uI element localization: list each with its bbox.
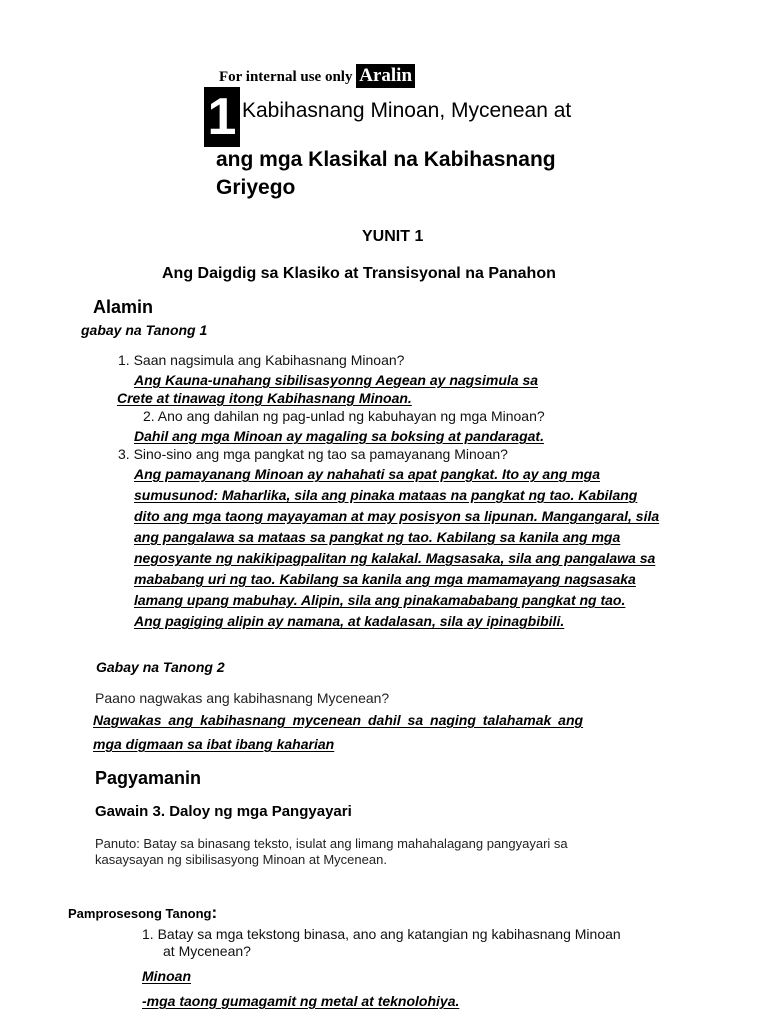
question-3: 3. Sino-sino ang mga pangkat ng tao sa pamayanang Minoan? [118, 446, 508, 462]
pamprosesong-heading-text: Pamprosesong Tanong [68, 906, 212, 921]
lesson-title-line3: Griyego [216, 176, 296, 199]
question-1: 1. Saan nagsimula ang Kabihasnang Minoan? [118, 352, 405, 368]
lesson-number: 1 [204, 87, 240, 147]
answer-minoan-label: Minoan [142, 968, 191, 984]
internal-use-label [219, 64, 415, 88]
answer-1-line1: Ang Kauna-unahang sibilisasyonng Aegean ay nagsimula sa [134, 372, 539, 388]
aralin-badge: Aralin [356, 64, 415, 88]
answer-minoan-line1: -mga taong gumagamit ng metal at teknolohiya. [142, 993, 460, 1009]
answer-mycenean-line1: Nagwakas ang kabihasnang mycenean dahil sa naging talahamak ang [93, 712, 584, 728]
pagyamanin-heading: Pagyamanin [95, 768, 202, 788]
processing-question-1-line2: at Mycenean? [163, 943, 251, 959]
question-mycenean: Paano nagwakas ang kabihasnang Mycenean? [95, 690, 390, 706]
alamin-heading: Alamin [93, 297, 154, 317]
unit-subtitle: Ang Daigdig sa Klasiko at Transisyonal na Panahon [162, 265, 556, 282]
activity-title: Gawain 3. Daloy ng mga Pangyayari [95, 803, 352, 820]
lesson-title-line2: ang mga Klasikal na Kabihasnang [216, 148, 556, 171]
instructions-line1: Panuto: Batay sa binasang teksto, isulat ang limang mahahalagang pangyayari sa [95, 836, 568, 851]
answer-3-line: Ang pamayanang Minoan ay nahahati sa apat pangkat. Ito ay ang mga [134, 466, 600, 482]
answer-3-line: lamang upang mabuhay. Alipin, sila ang pinakamababang pangkat ng tao. [134, 592, 626, 608]
answer-3-line: negosyante ng nakikipagpalitan ng kalakal. Magsasaka, sila ang pangalawa sa [134, 550, 656, 566]
instructions-line2: kasaysayan ng sibilisasyong Minoan at Mycenean. [95, 852, 387, 867]
answer-3-line: dito ang mga taong mayayaman at may posisyon sa lipunan. Mangangaral, sila [134, 508, 660, 524]
internal-use-text: For internal use only [219, 69, 353, 85]
answer-mycenean-line2: mga digmaan sa ibat ibang kaharian [93, 736, 335, 752]
question-2: 2. Ano ang dahilan ng pag-unlad ng kabuhayan ng mga Minoan? [143, 408, 545, 424]
processing-question-1-line1: 1. Batay sa mga tekstong binasa, ano ang katangian ng kabihasnang Minoan [142, 926, 621, 942]
pamprosesong-heading [68, 903, 217, 923]
guide-question-label-1: gabay na Tanong 1 [81, 322, 208, 338]
pamprosesong-colon: : [211, 903, 218, 922]
answer-1-line2: Crete at tinawag itong Kabihasnang Minoan. [117, 390, 412, 406]
answer-3-line: ang pangalawa sa mataas sa pangkat ng tao. Kabilang sa kanila ang mga [134, 529, 621, 545]
answer-2: Dahil ang mga Minoan ay magaling sa boksing at pandaragat. [134, 428, 544, 444]
lesson-title-line1: Kabihasnang Minoan, Mycenean at [242, 99, 572, 122]
answer-3-line: mababang uri ng tao. Kabilang sa kanila ang mga mamamayang nagsasaka [134, 571, 636, 587]
guide-question-label-2: Gabay na Tanong 2 [96, 659, 225, 675]
answer-3-line: Ang pagiging alipin ay namana, at kadalasan, sila ay ipinagbibili. [134, 613, 565, 629]
answer-3-line: sumusunod: Maharlika, sila ang pinaka mataas na pangkat ng tao. Kabilang [134, 487, 638, 503]
unit-label: YUNIT 1 [362, 228, 424, 245]
